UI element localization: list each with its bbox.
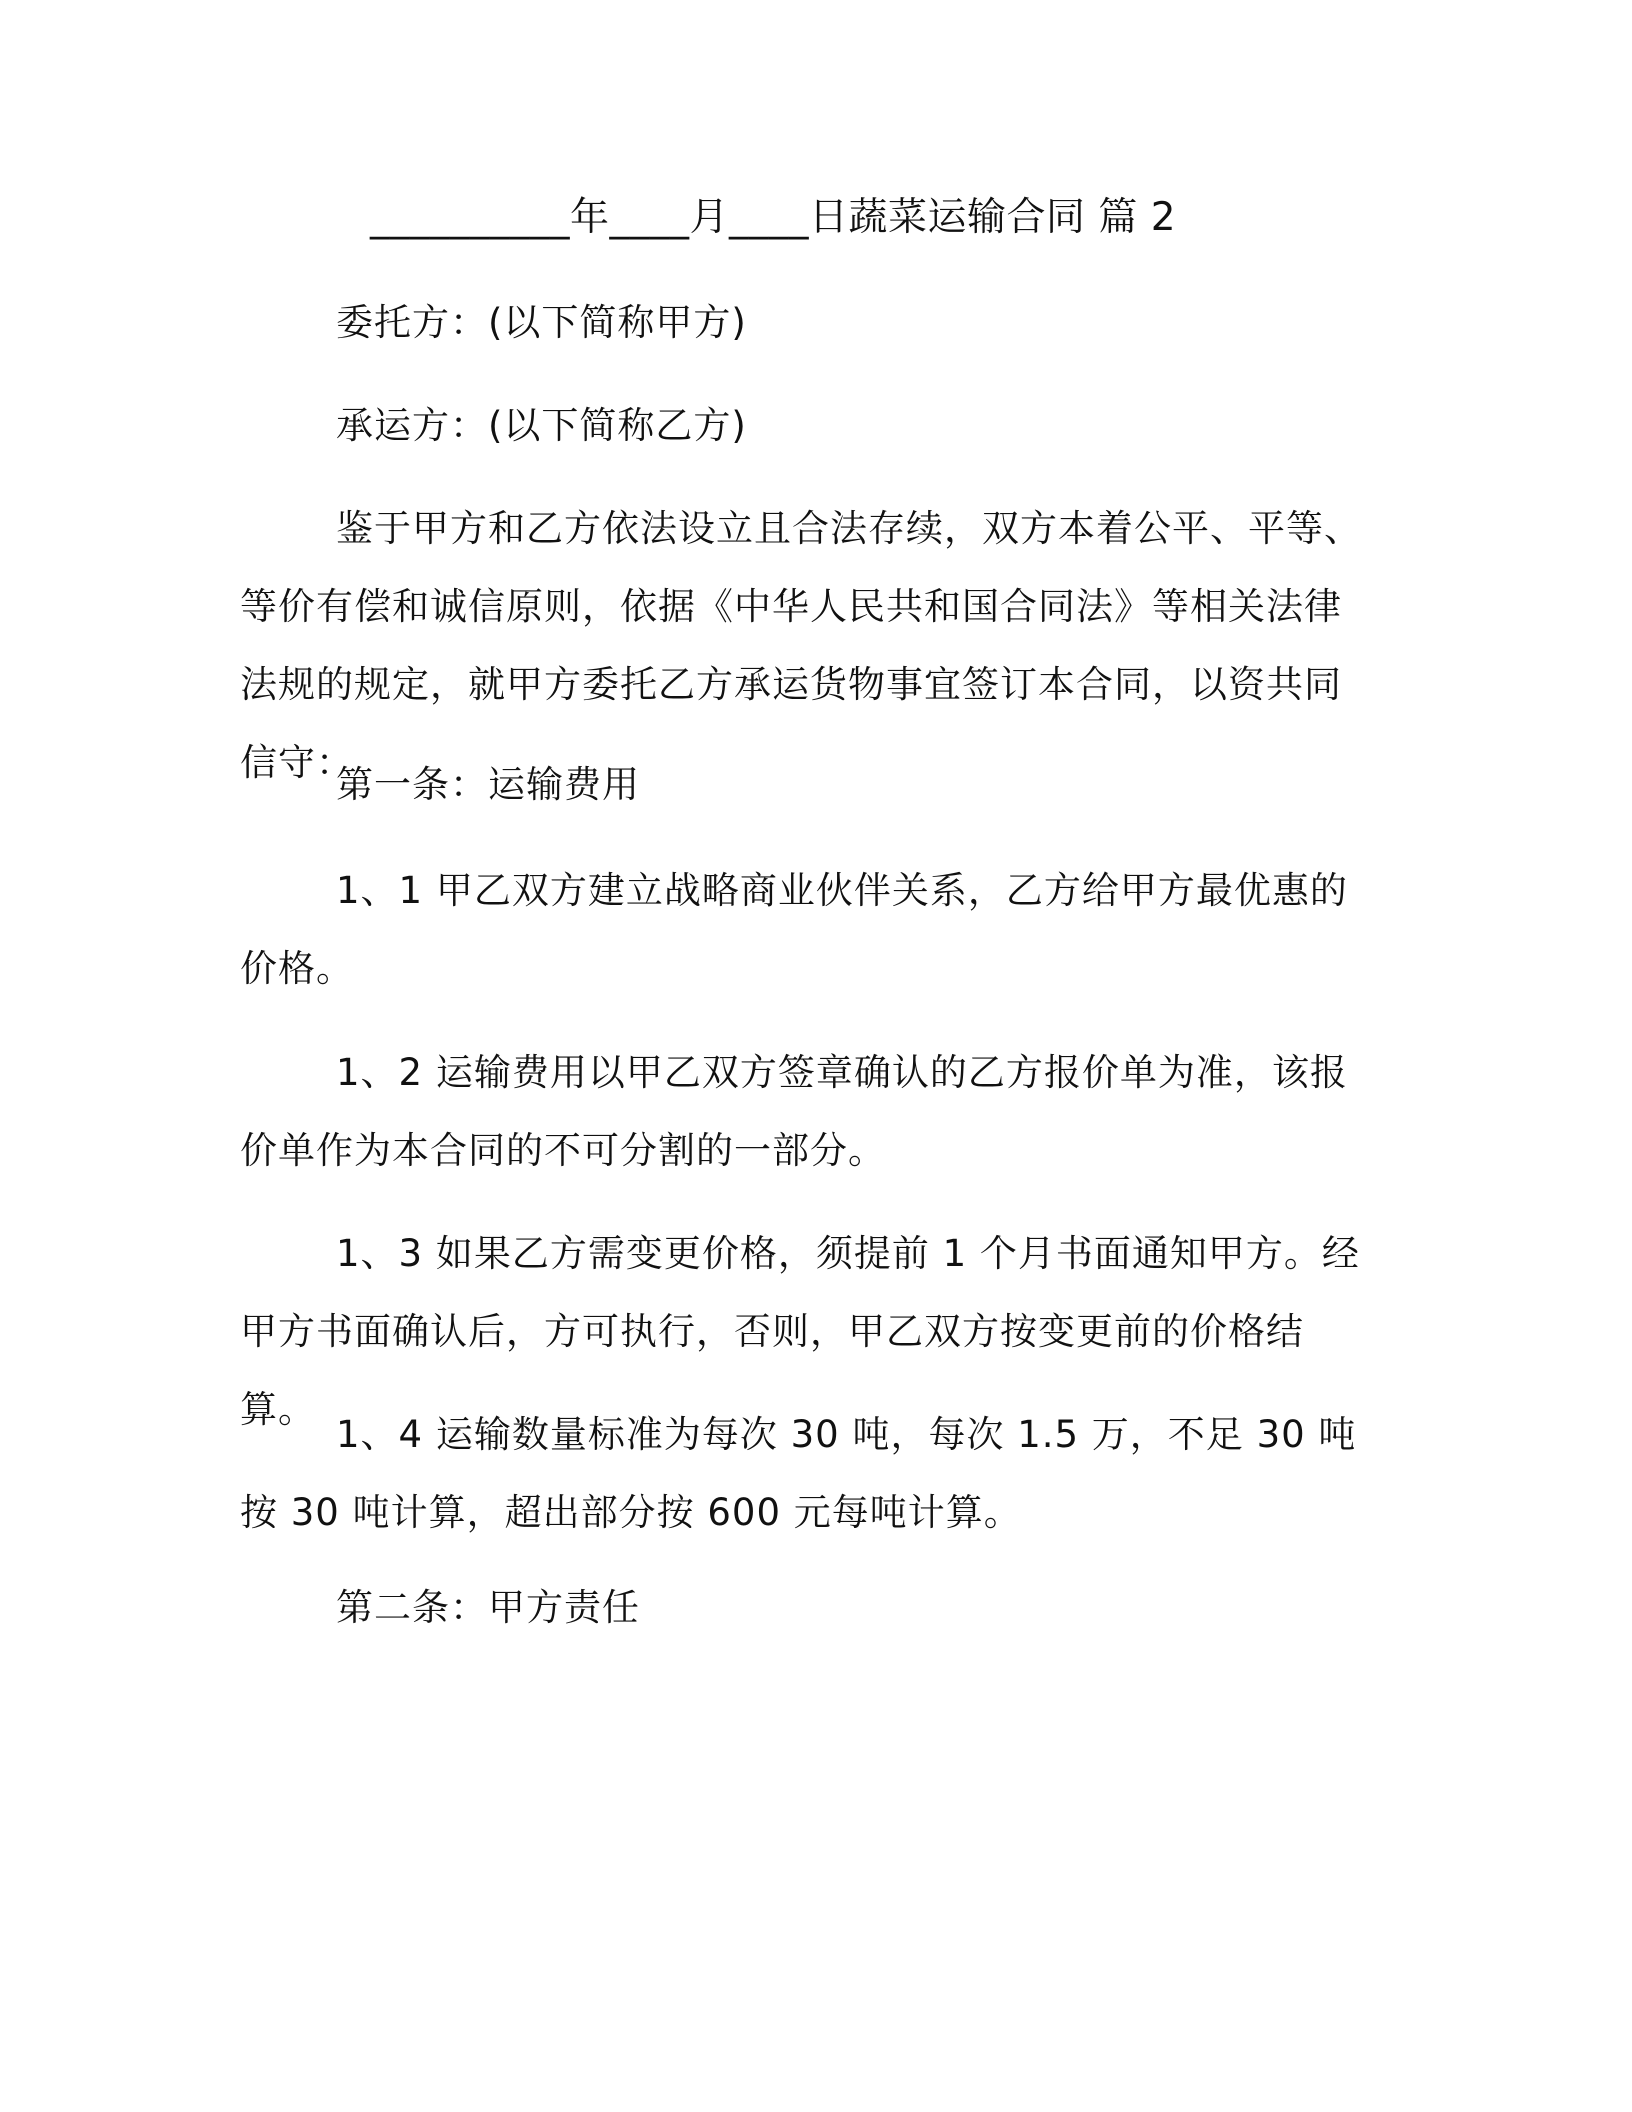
article-2-heading: 第二条：甲方责任: [336, 1586, 640, 1629]
clause-1-4: 1、4 运输数量标准为每次 30 吨，每次 1.5 万，不足 30 吨按 30 吨计算，超出部分按 600 元每吨计算。: [240, 1413, 1357, 1534]
contract-title: __________年____月____日蔬菜运输合同 篇 2: [370, 195, 1177, 240]
clause-1-2: 1、2 运输费用以甲乙双方签章确认的乙方报价单为准，该报价单作为本合同的不可分割的一部分。: [240, 1051, 1348, 1172]
preamble-paragraph: 鉴于甲方和乙方依法设立且合法存续，双方本着公平、平等、等价有偿和诚信原则，依据《中华人民共和国合同法》等相关法律法规的规定，就甲方委托乙方承运货物事宜签订本合同，以资共同信守：: [240, 507, 1362, 784]
clause-1-1: 1、1 甲乙双方建立战略商业伙伴关系，乙方给甲方最优惠的价格。: [240, 869, 1348, 990]
article-1-heading: 第一条：运输费用: [336, 763, 640, 806]
client-line: 委托方：(以下简称甲方): [336, 301, 747, 344]
carrier-line: 承运方：(以下简称乙方): [336, 404, 747, 447]
clause-1-3: 1、3 如果乙方需变更价格，须提前 1 个月书面通知甲方。经甲方书面确认后，方可执行，否则，甲乙双方按变更前的价格结算。: [240, 1232, 1360, 1431]
